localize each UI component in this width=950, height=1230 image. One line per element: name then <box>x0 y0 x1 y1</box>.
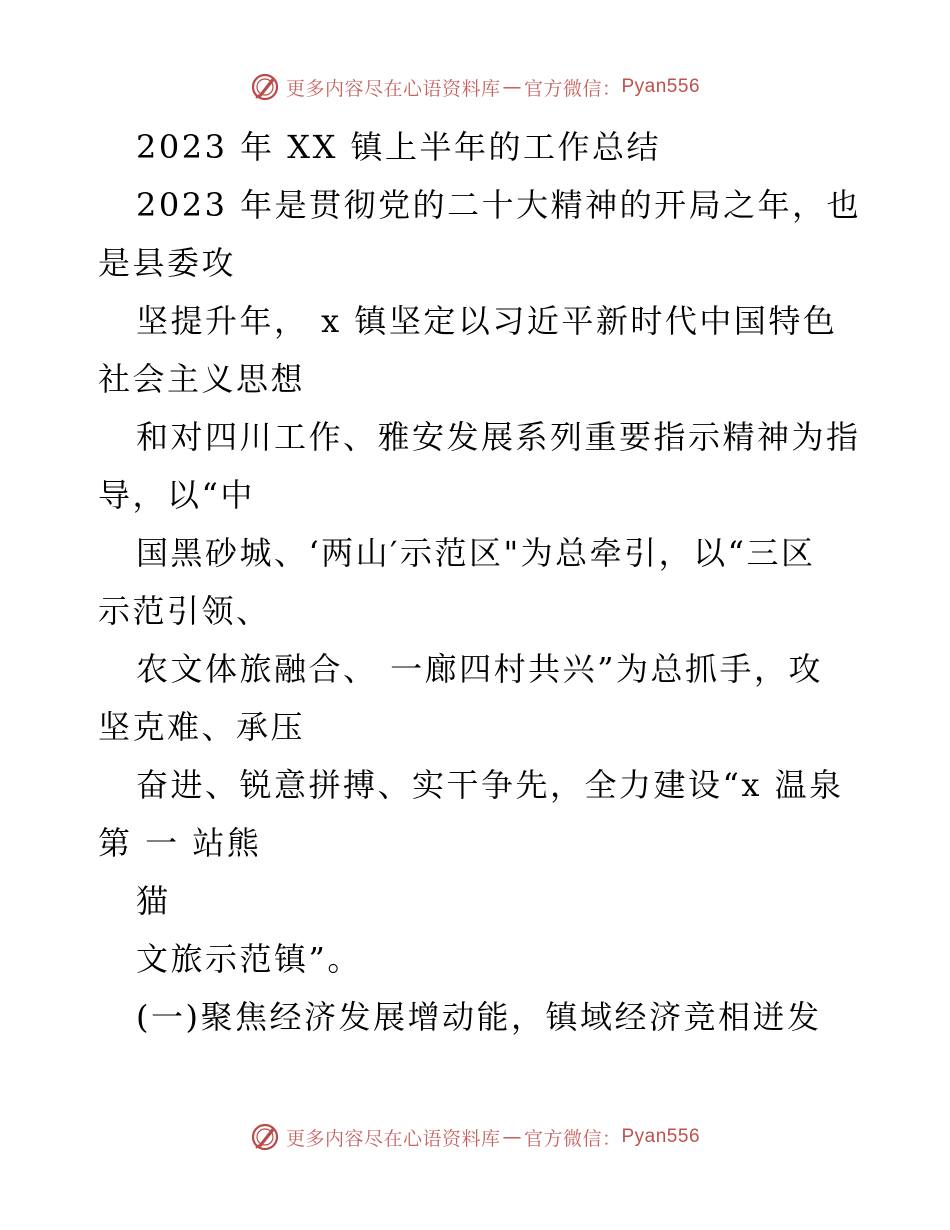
text-line: 社会主义思想 <box>98 360 306 398</box>
text-line: 第 一 站熊 <box>98 824 262 862</box>
text-line: 示范引领、 <box>98 592 271 630</box>
watermark-dash: — <box>502 1126 522 1148</box>
quill-logo-icon <box>250 72 280 102</box>
text-line: 猫 <box>136 882 171 920</box>
watermark-text: 更多内容尽在心语资料库 <box>285 77 501 100</box>
document-body <box>98 118 862 1046</box>
text-line: 农文体旅融合、 一廊四村共兴”为总抓手，攻 <box>136 650 824 688</box>
watermark-text: 更多内容尽在心语资料库 <box>285 1127 501 1150</box>
text-line: 坚克难、承压 <box>98 708 306 746</box>
text-line: 文旅示范镇”。 <box>136 940 362 978</box>
quill-logo-icon <box>250 1122 280 1152</box>
text-line: 坚提升年， x 镇坚定以习近平新时代中国特色 <box>136 302 838 340</box>
watermark-wechat-id: Pyan556 <box>621 1126 701 1147</box>
text-line: 2023 年是贯彻党的二十大精神的开局之年，也 <box>136 186 862 224</box>
text-line: 国黑砂城、‘两山′示范区"为总牵引，以“三区 <box>136 534 816 572</box>
header-watermark <box>0 72 950 102</box>
document-title: 2023 年 XX 镇上半年的工作总结 <box>136 128 662 166</box>
text-line: 和对四川工作、雅安发展系列重要指示精神为指 <box>136 418 861 456</box>
text-line: 是县委攻 <box>98 244 237 282</box>
watermark-suffix: 官方微信： <box>523 1127 622 1150</box>
text-line: (一)聚焦经济发展增动能，镇域经济竞相迸发 <box>136 998 822 1036</box>
text-line: 奋进、锐意拼搏、实干争先，全力建设“x 温泉 <box>136 766 844 804</box>
watermark-dash: — <box>502 76 522 98</box>
watermark-suffix: 官方微信： <box>523 77 622 100</box>
footer-watermark <box>0 1122 950 1152</box>
text-line: 导，以“中 <box>98 476 255 514</box>
watermark-wechat-id: Pyan556 <box>621 76 701 97</box>
